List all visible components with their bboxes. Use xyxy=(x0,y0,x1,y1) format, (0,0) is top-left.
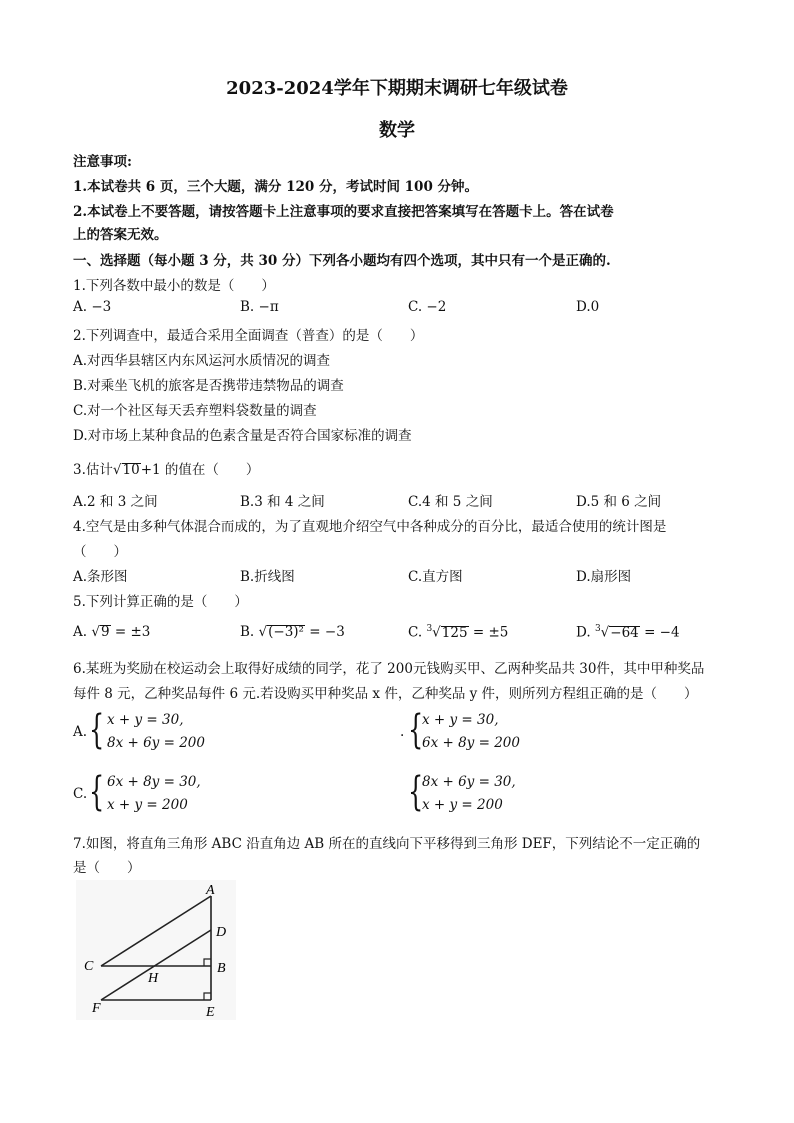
q6-stem-cont: 每件 8 元，乙种奖品每件 6 元.若设购买甲种奖品 x 件，乙种奖品 y 件，则所列方程组正确的是（ ） xyxy=(73,686,698,702)
q6-d-eq2: x + y = 200 xyxy=(422,797,503,813)
q6-stem: 6.某班为奖励在校运动会上取得好成绩的同学，花了 200元钱购买甲、乙两种奖品共 30件，其中甲种奖品 xyxy=(73,661,705,677)
q6-b-eq1: x + y = 30, xyxy=(422,712,499,728)
q6-c-eq2: x + y = 200 xyxy=(107,797,188,813)
sqrt-icon: √ xyxy=(258,624,268,640)
brace-icon: { xyxy=(408,707,424,753)
q5-d-index: 3 xyxy=(594,624,601,634)
q3-stem-pre: 3.估计 xyxy=(73,462,113,478)
brace-icon: { xyxy=(408,769,424,815)
section1-heading: 一、选择题（每小题 3 分，共 30 分）下列各小题均有四个选项，其中只有一个是正确的. xyxy=(73,253,611,269)
q3-option-b: B.3 和 4 之间 xyxy=(240,494,325,510)
q6-a-eq2: 8x + 6y = 200 xyxy=(107,735,205,751)
q5-stem: 5.下列计算正确的是（ ） xyxy=(73,594,248,610)
sqrt-icon: √ xyxy=(112,462,122,478)
q5-b-rest: = −3 xyxy=(304,624,345,640)
q5-d-radicand: −64 xyxy=(610,624,639,641)
q6-c-label: C. xyxy=(73,786,88,802)
q6-option-c xyxy=(73,769,333,818)
q3-option-d: D.5 和 6 之间 xyxy=(576,494,662,510)
q2-option-b: B.对乘坐飞机的旅客是否携带违禁物品的调查 xyxy=(73,378,344,394)
q5-c-index: 3 xyxy=(426,624,433,634)
q4-stem: 4.空气是由多种气体混合而成的，为了直观地介绍空气中各种成分的百分比，最适合使用的统计图是 xyxy=(73,519,667,535)
q5-c-radicand: 125 xyxy=(441,624,468,641)
note-1: 1.本试卷共 6 页，三个大题，满分 120 分，考试时间 100 分钟。 xyxy=(73,179,479,195)
q5-option-a xyxy=(73,624,150,640)
label-d: D xyxy=(216,925,227,940)
figure-background xyxy=(76,880,236,1020)
q1-option-a: A. −3 xyxy=(73,299,112,315)
exam-subject: 数学 xyxy=(379,120,415,141)
label-b: B xyxy=(217,961,226,976)
exam-title: 2023-2024学年下期期末调研七年级试卷 xyxy=(226,78,568,99)
q3-stem xyxy=(73,458,259,478)
q5-a-rest: = ±3 xyxy=(110,624,151,640)
q5-c-label: C. xyxy=(408,624,423,641)
q2-stem: 2.下列调查中，最适合采用全面调查（普查）的是（ ） xyxy=(73,328,424,344)
q4-stem-cont: （ ） xyxy=(73,544,127,560)
q5-b-radicand: (−3)² xyxy=(268,624,304,640)
label-h: H xyxy=(148,971,159,986)
label-e: E xyxy=(206,1005,215,1020)
q5-d-rest: = −4 xyxy=(639,624,680,641)
q5-c-rest: = ±5 xyxy=(468,624,509,641)
notes-heading: 注意事项: xyxy=(73,154,132,170)
note-2-cont: 上的答案无效。 xyxy=(73,227,168,243)
q6-option-a xyxy=(73,707,333,756)
label-a: A xyxy=(206,883,215,898)
q5-option-d xyxy=(576,624,680,641)
q7-stem-cont: 是（ ） xyxy=(73,860,141,876)
q2-option-d: D.对市场上某种食品的色素含量是否符合国家标准的调查 xyxy=(73,428,412,444)
q6-option-b xyxy=(398,707,658,756)
q1-option-b: B. −π xyxy=(240,299,279,315)
q1-stem: 1.下列各数中最小的数是（ ） xyxy=(73,278,275,294)
q6-d-eq1: 8x + 6y = 30, xyxy=(422,774,516,790)
q5-a-radicand: 9 xyxy=(100,624,110,640)
cbrt-icon: √ xyxy=(432,624,441,641)
q3-stem-post: +1 的值在（ ） xyxy=(140,462,260,478)
q5-b-label: B. xyxy=(240,624,255,640)
cbrt-icon: √ xyxy=(600,624,610,641)
q6-c-eq1: 6x + 8y = 30, xyxy=(107,774,201,790)
q1-option-d: D.0 xyxy=(576,299,600,315)
q5-option-c xyxy=(408,624,508,641)
q5-option-b xyxy=(240,624,345,640)
brace-icon: { xyxy=(89,707,105,753)
brace-icon: { xyxy=(89,769,105,815)
sqrt-icon: √ xyxy=(91,624,100,640)
q6-a-eq1: x + y = 30, xyxy=(107,712,184,728)
q6-a-label: A. xyxy=(73,724,88,740)
q4-option-b: B.折线图 xyxy=(240,569,295,585)
q4-option-a: A.条形图 xyxy=(73,569,128,585)
q2-option-a: A.对西华县辖区内东风运河水质情况的调查 xyxy=(73,353,331,369)
q4-option-d: D.扇形图 xyxy=(576,569,632,585)
q6-option-d xyxy=(398,769,658,818)
q5-a-label: A. xyxy=(73,624,88,640)
q3-option-c: C.4 和 5 之间 xyxy=(408,494,493,510)
q6-b-label: . xyxy=(400,724,405,740)
label-c: C xyxy=(84,959,94,974)
q4-option-c: C.直方图 xyxy=(408,569,463,585)
note-2: 2.本试卷上不要答题，请按答题卡上注意事项的要求直接把答案填写在答题卡上。答在试卷 xyxy=(73,204,614,220)
q7-triangle-figure xyxy=(76,880,236,1020)
q2-option-c: C.对一个社区每天丢弃塑料袋数量的调查 xyxy=(73,403,317,419)
q6-b-eq2: 6x + 8y = 200 xyxy=(422,735,520,751)
q3-radicand: 10 xyxy=(122,462,140,478)
q3-option-a: A.2 和 3 之间 xyxy=(73,494,158,510)
q7-stem: 7.如图，将直角三角形 ABC 沿直角边 AB 所在的直线向下平移得到三角形 DEF，下列结论不一定正确的 xyxy=(73,836,701,852)
q1-option-c: C. −2 xyxy=(408,299,447,315)
label-f: F xyxy=(92,1001,101,1016)
q5-d-label: D. xyxy=(576,624,591,641)
